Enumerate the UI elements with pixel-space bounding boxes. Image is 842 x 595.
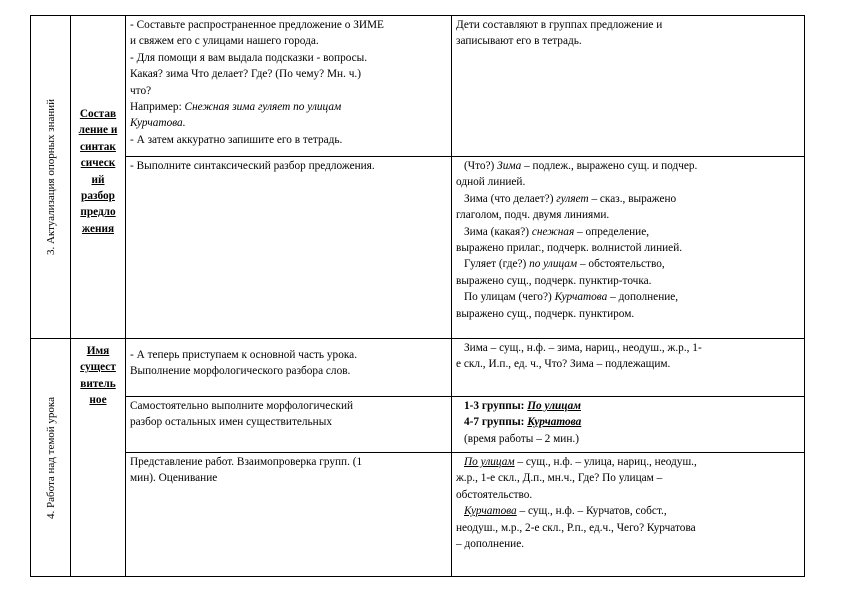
text-line: Какая? зима Что делает? Где? (По чему? Мн. ч.) xyxy=(130,68,362,81)
answer-line: обстоятельство. xyxy=(456,488,533,501)
parse-line: Зима (что делает?) гуляет – сказ., выражено xyxy=(464,192,677,205)
answer-line: По улицам – сущ., н.ф. – улица, нариц., неодуш., xyxy=(464,456,697,468)
topic-cell xyxy=(71,339,126,577)
teacher-activity-cell xyxy=(126,453,452,577)
stage-4-label: 4. Работа над темой урока xyxy=(44,396,57,519)
lesson-plan-table xyxy=(30,15,805,577)
stage-cell xyxy=(31,339,71,577)
table-row xyxy=(31,397,805,453)
text-line: - Составьте распространенное предложение о ЗИМЕ xyxy=(130,19,384,31)
text-line: Представление работ. Взаимопроверка групп. (1 xyxy=(130,456,363,468)
answer-line: Курчатова – сущ., н.ф. – Курчатов, собст., xyxy=(464,505,667,518)
example-line: Например: Снежная зима гуляет по улицам xyxy=(130,101,342,114)
pupil-activity-cell xyxy=(452,397,805,453)
parse-line: одной линией. xyxy=(456,176,526,189)
text-line: Выполнение морфологического разбора слов. xyxy=(130,365,351,378)
topic-noun-label: Имя сущест витель ное xyxy=(80,345,116,407)
stage-cell xyxy=(31,16,71,339)
parse-line: Зима (какая?) снежная – определение, xyxy=(464,225,650,238)
pupil-activity-cell xyxy=(452,339,805,397)
text-line: - Для помощи я вам выдала подсказки - вопросы. xyxy=(130,51,368,64)
text-line: Дети составляют в группах предложение и xyxy=(456,19,663,31)
time-note: (время работы – 2 мин.) xyxy=(464,432,579,445)
answer-line: неодуш., м.р., 2-е скл., Р.п., ед.ч., Чего? Курчатова xyxy=(456,521,696,534)
pupil-activity-cell xyxy=(452,157,805,339)
teacher-activity-cell xyxy=(126,339,452,397)
text-line: - А затем аккуратно запишите его в тетрадь. xyxy=(130,133,343,146)
teacher-activity-cell xyxy=(126,157,452,339)
table-row xyxy=(31,339,805,397)
example-line-2: Курчатова. xyxy=(130,117,186,130)
parse-line: По улицам (чего?) Курчатова – дополнение, xyxy=(464,291,679,304)
teacher-activity-cell xyxy=(126,16,452,157)
group-assignment-1: 1-3 группы: По улицам xyxy=(464,400,581,412)
parse-line: выражено прилаг., подчерк. волнистой линией. xyxy=(456,242,683,255)
topic-cell xyxy=(71,16,126,339)
teacher-activity-cell xyxy=(126,397,452,453)
topic-syntax-label: Состав ление и синтак сическ ий разбор предло жения xyxy=(78,108,118,235)
parse-line: выражено сущ., подчерк. пунктиром. xyxy=(456,307,635,320)
pupil-activity-cell xyxy=(452,453,805,577)
text-line: что? xyxy=(130,84,152,97)
parse-line: глаголом, подч. двумя линиями. xyxy=(456,209,610,222)
text-line: е скл., И.п., ед. ч., Что? Зима – подлежащим. xyxy=(456,358,671,371)
text-line: мин). Оценивание xyxy=(130,472,218,485)
answer-line: – дополнение. xyxy=(456,538,525,551)
pupil-activity-cell xyxy=(452,16,805,157)
text-line: и свяжем его с улицами нашего города. xyxy=(130,35,319,48)
lesson-plan-page xyxy=(30,15,805,578)
table-row xyxy=(31,453,805,577)
stage-3-label: 3. Актуализация опорных знаний xyxy=(44,98,57,256)
text-line: Самостоятельно выполните морфологический xyxy=(130,400,354,412)
table-row xyxy=(31,157,805,339)
answer-line: ж.р., 1-е скл., Д.п., мн.ч., Где? По улицам – xyxy=(456,472,663,485)
group-assignment-2: 4-7 группы: Курчатова xyxy=(464,416,582,429)
text-line: - Выполните синтаксический разбор предложения. xyxy=(130,160,375,172)
text-line: Зима – сущ., н.ф. – зима, нариц., неодуш., ж.р., 1- xyxy=(464,342,702,354)
parse-line: выражено сущ., подчерк. пунктир-точка. xyxy=(456,274,652,287)
table-row xyxy=(31,16,805,157)
parse-line: (Что?) Зима – подлеж., выражено сущ. и подчер. xyxy=(464,160,698,172)
text-line: записывают его в тетрадь. xyxy=(456,35,582,48)
text-line: - А теперь приступаем к основной часть урока. xyxy=(130,349,358,361)
parse-line: Гуляет (где?) по улицам – обстоятельство, xyxy=(464,258,665,271)
text-line: разбор остальных имен существительных xyxy=(130,416,332,429)
